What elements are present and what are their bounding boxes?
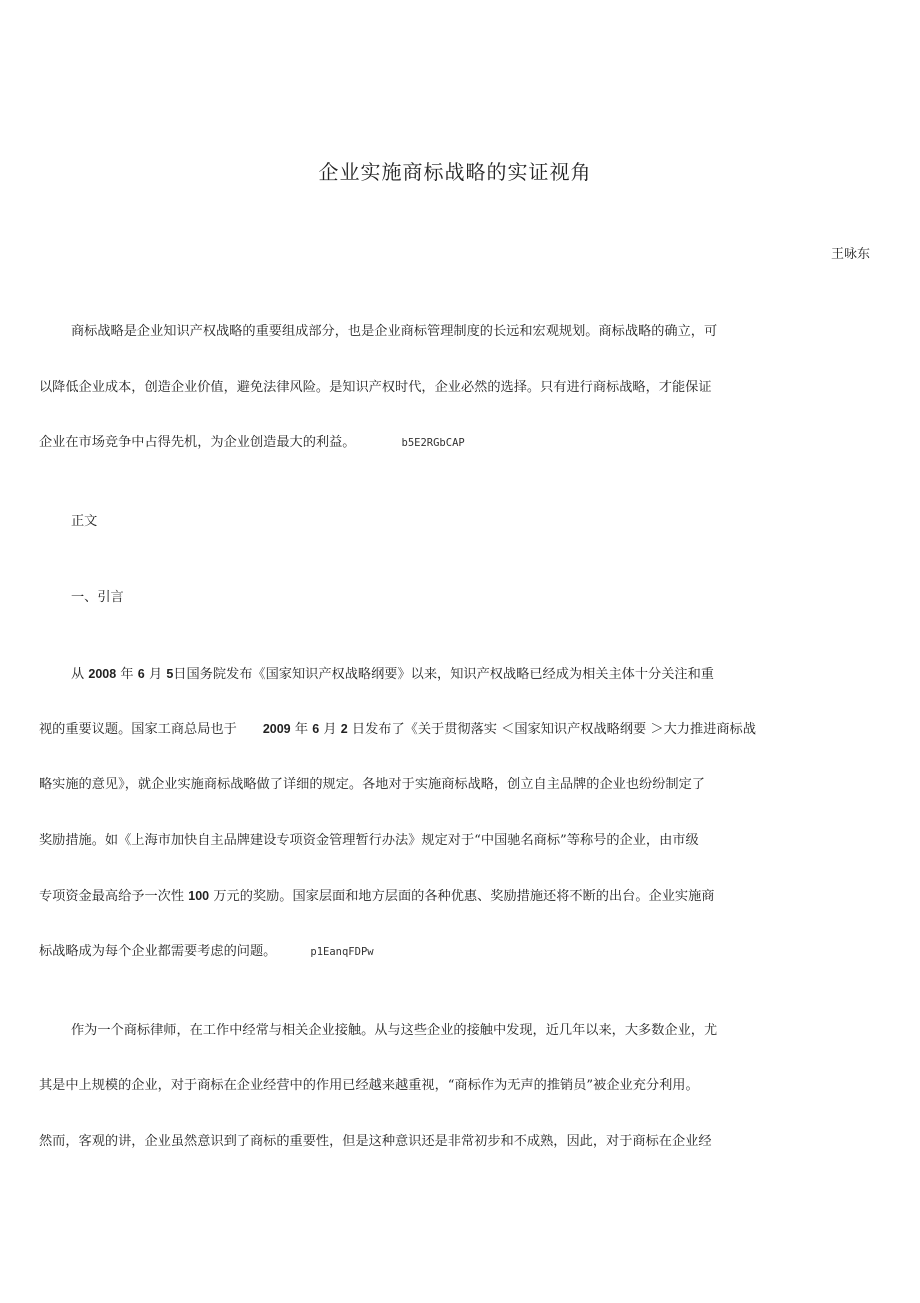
para1-l2-a: 视的重要议题。国家工商总局也于 (39, 722, 237, 737)
abstract-code: b5E2RGbCAP (401, 437, 465, 449)
para1-l1-d: 日国务院发布《国家知识产权战略纲要》以来，知识产权战略已经成为相关主体十分关注和重 (173, 667, 714, 682)
para1-line-6 (39, 940, 374, 959)
para1-l5-a: 专项资金最高给予一次性 (39, 889, 185, 904)
para1-l2-month: 6 (312, 722, 320, 736)
para1-l1-c: 月 (148, 667, 163, 682)
section-heading-introduction: 一、引言 (71, 590, 124, 605)
para1-line-5 (39, 885, 714, 904)
para2-line-2: 其是中上规模的企业，对于商标在企业经营中的作用已经越来越重视，“商标作为无声的推销员”被企业充分利用。 (39, 1078, 699, 1093)
abstract-line-1: 商标战略是企业知识产权战略的重要组成部分，也是企业商标管理制度的长远和宏观规划。商标战略的确立，可 (71, 324, 718, 339)
page-title: 企业实施商标战略的实证视角 (318, 160, 592, 184)
abstract-line-2: 以降低企业成本，创造企业价值，避免法律风险。是知识产权时代，企业必然的选择。只有进行商标战略，才能保证 (39, 380, 712, 395)
abstract-line-3-text: 企业在市场竞争中占得先机，为企业创造最大的利益。 (39, 435, 356, 450)
para1-l5-num: 100 (188, 889, 210, 903)
para1-l2-d: 日发布了《关于贯彻落实 ＜国家知识产权战略纲要 ＞大力推进商标战 (351, 722, 756, 737)
para1-line-4: 奖励措施。如《上海市加快自主品牌建设专项资金管理暂行办法》规定对于“中国驰名商标”等称号的企业，由市级 (39, 833, 699, 848)
para1-line-1 (71, 663, 714, 682)
para1-l1-day: 5 (166, 667, 174, 681)
para1-l2-b: 年 (294, 722, 309, 737)
para1-l1-b: 年 (120, 667, 134, 682)
para1-l2-year: 2009 (262, 722, 291, 736)
para1-l1-a: 从 (71, 667, 85, 682)
para1-code: p1EanqFDPw (310, 946, 374, 958)
para1-l5-b: 万元的奖励。国家层面和地方层面的各种优惠、奖励措施还将不断的出台。企业实施商 (213, 889, 715, 904)
para2-line-3: 然而，客观的讲，企业虽然意识到了商标的重要性，但是这种意识还是非常初步和不成熟，因此，对于商标在企业经 (39, 1134, 712, 1149)
para1-line-3: 略实施的意见》，就企业实施商标战略做了详细的规定。各地对于实施商标战略，创立自主品牌的企业也纷纷制定了 (39, 777, 705, 792)
para1-l1-month: 6 (137, 667, 145, 681)
para1-l6-text: 标战略成为每个企业都需要考虑的问题。 (39, 944, 277, 959)
abstract-line-3 (39, 431, 465, 450)
para1-l2-day: 2 (340, 722, 348, 736)
para1-l2-c: 月 (323, 722, 337, 737)
para1-line-2 (39, 718, 756, 737)
section-heading-main: 正文 (71, 514, 98, 529)
author-name: 王咏东 (830, 247, 870, 262)
para2-line-1: 作为一个商标律师，在工作中经常与相关企业接触。从与这些企业的接触中发现，近几年以来，大多数企业，尤 (71, 1023, 718, 1038)
para1-l1-year: 2008 (88, 667, 117, 681)
